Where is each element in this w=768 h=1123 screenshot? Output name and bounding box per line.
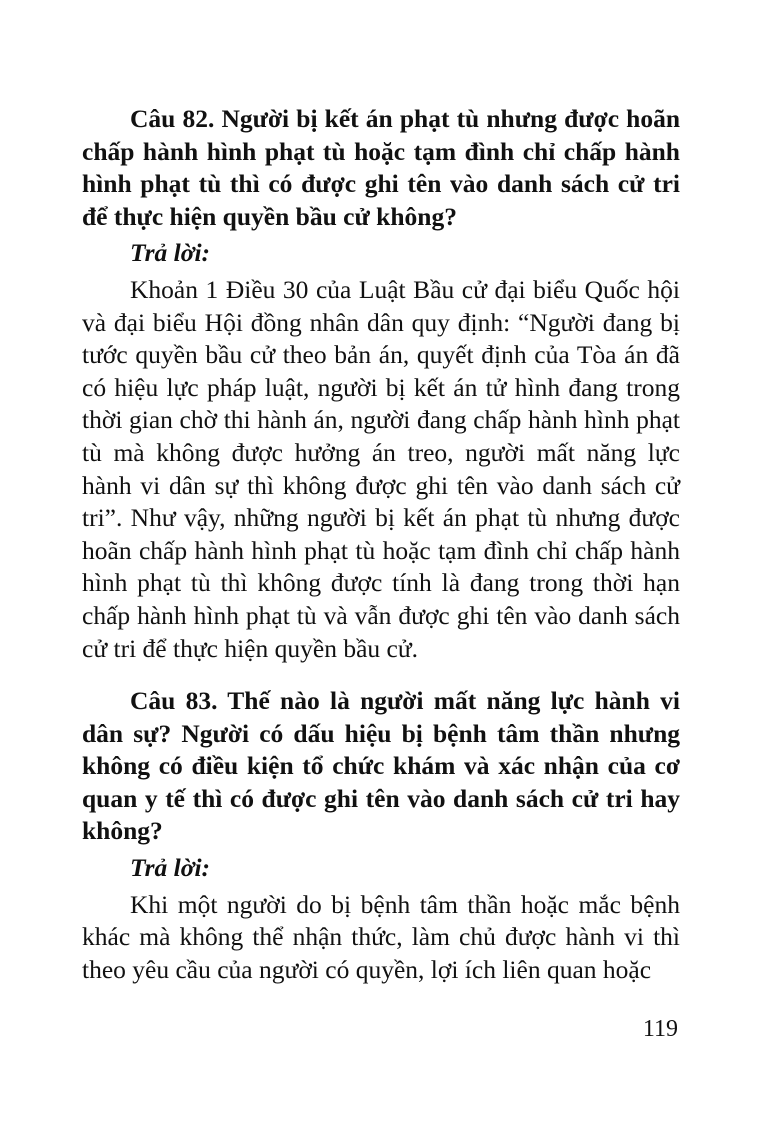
question-82: Câu 82. Người bị kết án phạt tù nhưng được hoãn chấp hành hình phạt tù hoặc tạm đình chỉ chấp hành hình phạt tù thì có được ghi tên vào danh sách cử tri để thực hiện quyền bầu cử không?	[82, 104, 680, 231]
answer-label-82: Trả lời:	[130, 238, 211, 268]
answer-text-83: Khi một người do bị bệnh tâm thần hoặc mắc bệnh khác mà không thể nhận thức, làm chủ được hành vi thì theo yêu cầu của người có quyền, lợi ích liên quan hoặc	[82, 889, 680, 984]
page-number: 119	[642, 1016, 678, 1042]
page-content	[82, 103, 680, 986]
question-83: Câu 83. Thế nào là người mất năng lực hành vi dân sự? Người có dấu hiệu bị bệnh tâm thần nhưng không có điều kiện tổ chức khám và xác nhận của cơ quan y tế thì có được ghi tên vào danh sách cử tri hay không?	[82, 686, 680, 846]
answer-label-83: Trả lời:	[130, 853, 211, 883]
answer-text-82: Khoản 1 Điều 30 của Luật Bầu cử đại biểu Quốc hội và đại biểu Hội đồng nhân dân quy định: “Người đang bị tước quyền bầu cử theo bản án, quyết định của Tòa án đã có hiệu lực pháp luật, người bị kết án tử hình đang trong thời gian chờ thi hành án, người đang chấp hành hình phạt tù mà không được hưởng án treo, người mất năng lực hành vi dân sự thì không được ghi tên vào danh sách cử tri”. Như vậy, những người bị kết án phạt tù nhưng được hoãn chấp hành hình phạt tù hoặc tạm đình chỉ chấp hành hình phạt tù thì không được tính là đang trong thời hạn chấp hành hình phạt tù và vẫn được ghi tên vào danh sách cử tri để thực hiện quyền bầu cử.	[82, 274, 680, 663]
